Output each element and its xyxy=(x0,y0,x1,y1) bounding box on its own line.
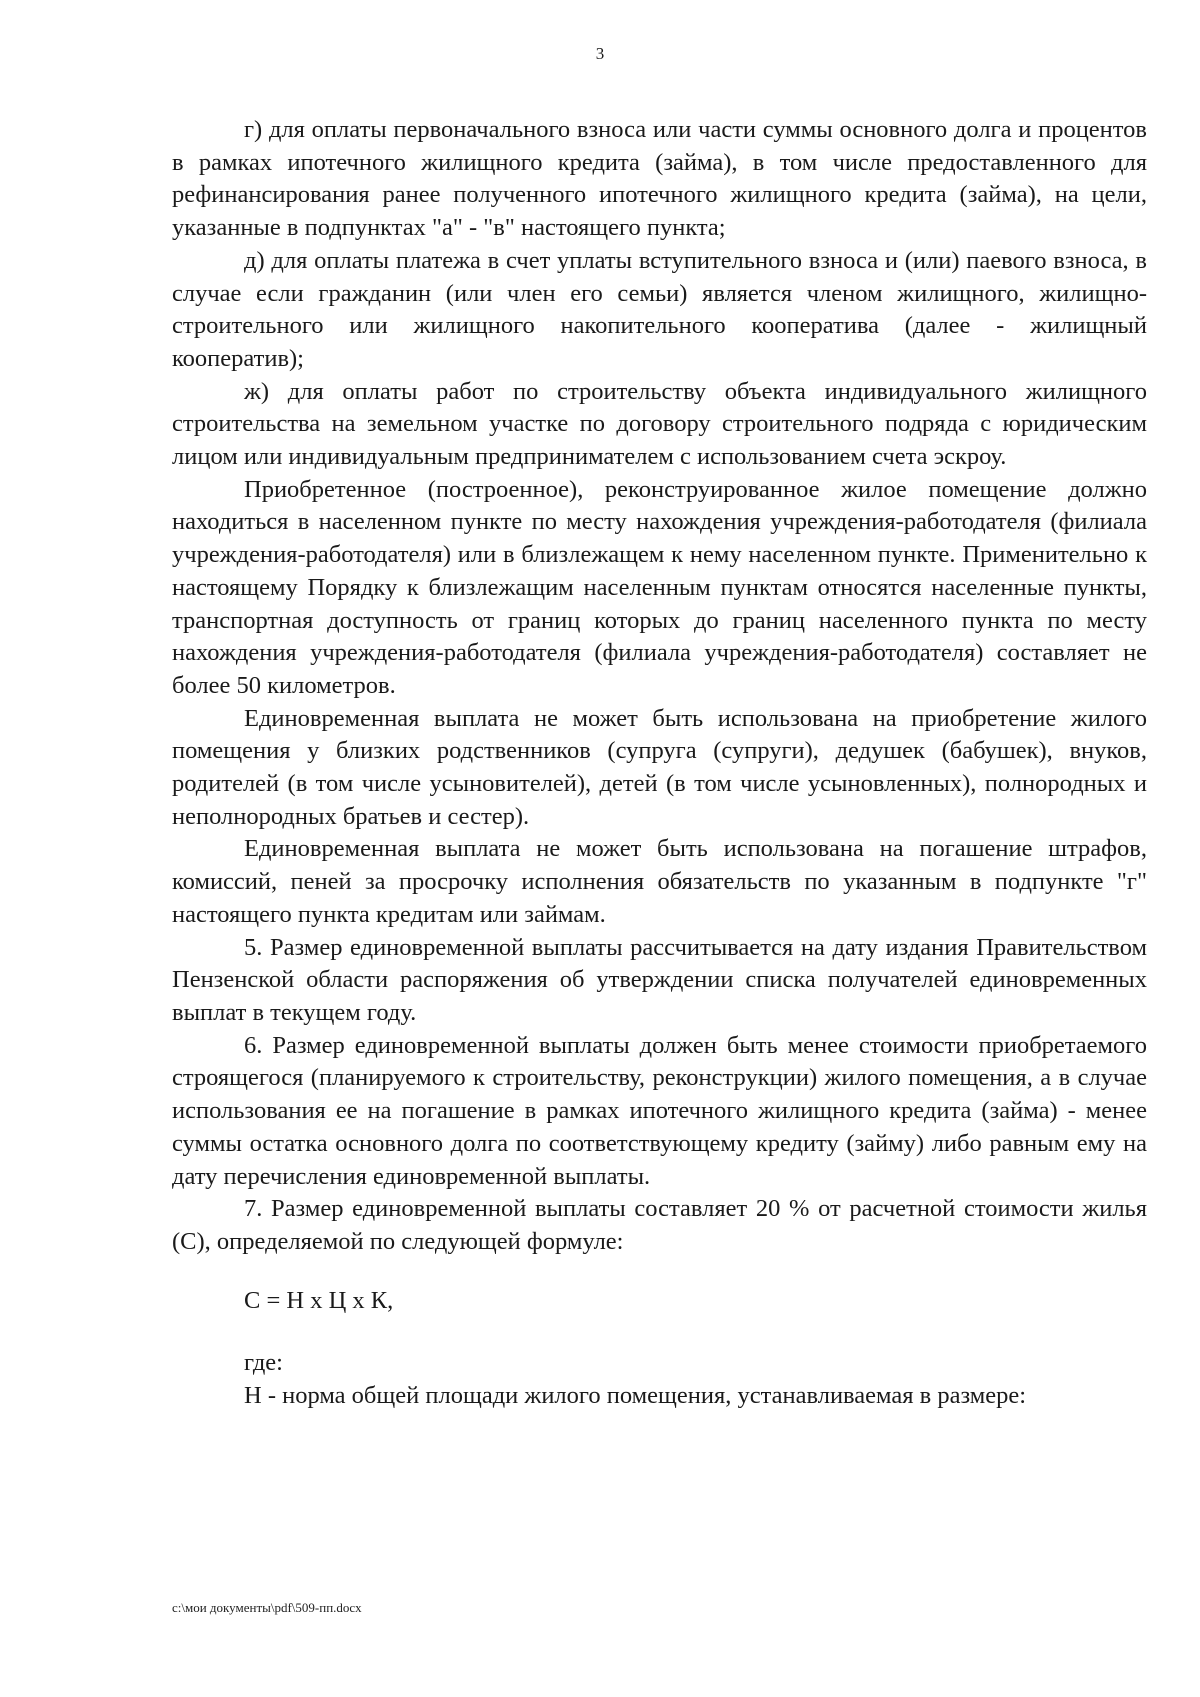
paragraph-subpoint-g: г) для оплаты первоначального взноса или части суммы основного долга и процентов в рамках ипотечного жилищного кредита (займа), в том числе предоставленного для рефинансирования ранее полученного ипотечного жилищного кредита (займа), на цели, указанные в подпунктах "а" - "в" настоящего пункта; xyxy=(172,116,1147,242)
paragraph-point-5: 5. Размер единовременной выплаты рассчитывается на дату издания Правительством Пензенской области распоряжения об утверждении списка получателей единовременных выплат в текущем году. xyxy=(172,933,1147,1026)
paragraph-point-7: 7. Размер единовременной выплаты составляет 20 % от расчетной стоимости жилья (С), определяемой по следующей формуле: xyxy=(172,1195,1147,1255)
document-body xyxy=(172,114,1147,1413)
where-label: где: xyxy=(244,1349,283,1377)
paragraph-location-requirement: Приобретенное (построенное), реконструированное жилое помещение должно находиться в населенном пункте по месту нахождения учреждения-работодателя (филиала учреждения-работодателя) или в близлежащем к нему населенном пункте. Применительно к настоящему Порядку к близлежащим населенным пунктам относятся населенные пункты, транспортная доступность от границ которых до границ населенного пункта по месту нахождения учреждения-работодателя (филиала учреждения-работодателя) составляет не более 50 километров. xyxy=(172,475,1147,699)
definition-h: Н - норма общей площади жилого помещения, устанавливаемая в размере: xyxy=(244,1382,1027,1410)
page-number: 3 xyxy=(595,44,605,63)
formula: С = Н x Ц x К, xyxy=(244,1286,394,1314)
paragraph-point-6: 6. Размер единовременной выплаты должен быть менее стоимости приобретаемого строящегося (планируемого к строительству, реконструкции) жилого помещения, а в случае использования ее на погашение в рамках ипотечного жилищного кредита (займа) - менее суммы остатка основного долга по соответствующему кредиту (займу) либо равным ему на дату перечисления единовременной выплаты. xyxy=(172,1031,1147,1190)
paragraph-fines-restriction: Единовременная выплата не может быть использована на погашение штрафов, комиссий, пеней за просрочку исполнения обязательств по указанным в подпункте "г" настоящего пункта кредитам или займам. xyxy=(172,835,1147,928)
footer-file-path: c:\мои документы\pdf\509-пп.docx xyxy=(172,1600,362,1615)
paragraph-relatives-restriction: Единовременная выплата не может быть использована на приобретение жилого помещения у близких родственников (супруга (супруги), дедушек (бабушек), внуков, родителей (в том числе усыновителей), детей (в том числе усыновленных), полнородных и неполнородных братьев и сестер). xyxy=(172,704,1147,830)
paragraph-subpoint-zh: ж) для оплаты работ по строительству объекта индивидуального жилищного строительства на земельном участке по договору строительного подряда с юридическим лицом или индивидуальным предпринимателем с использованием счета эскроу. xyxy=(172,377,1147,471)
paragraph-subpoint-d: д) для оплаты платежа в счет уплаты вступительного взноса и (или) паевого взноса, в случае если гражданин (или член его семьи) является членом жилищного, жилищно-строительного или жилищного накопительного кооператива (далее - жилищный кооператив); xyxy=(172,246,1147,372)
